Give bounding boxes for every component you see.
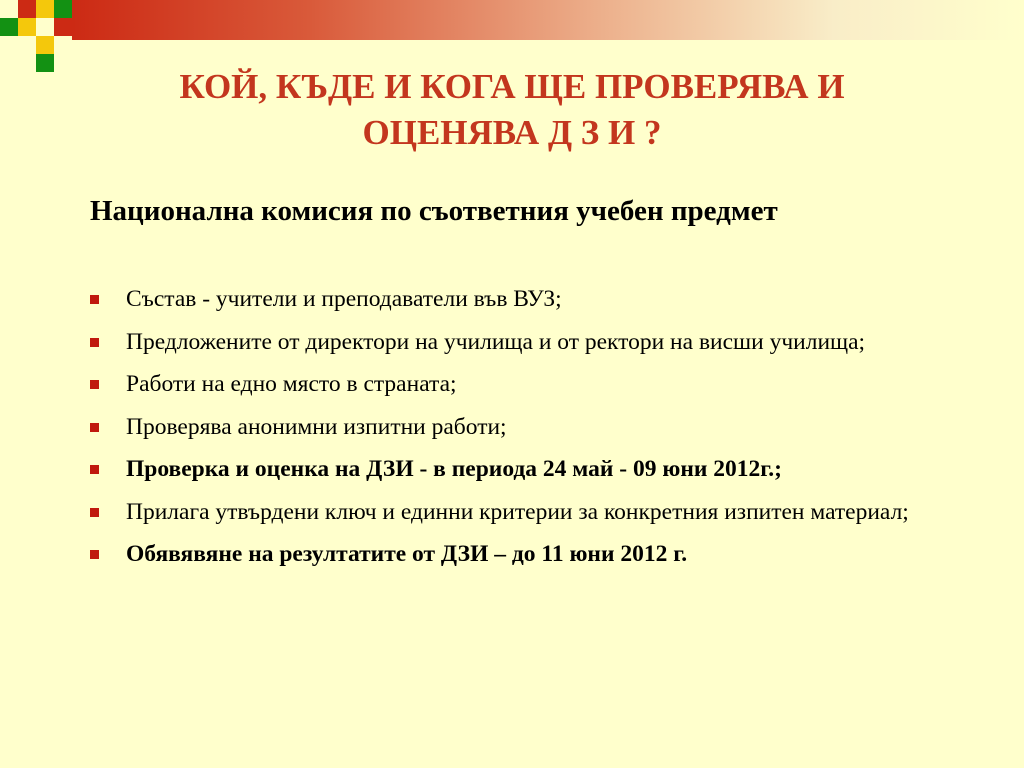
- bullet-square-icon: [90, 550, 99, 559]
- list-item-text: Прилага утвърдени ключ и единни критерии за конкретния изпитен материал;: [126, 498, 909, 525]
- list-item: [90, 368, 980, 400]
- list-item-text: Проверка и оценка на ДЗИ - в периода 24 май - 09 юни 2012г.;: [126, 456, 783, 482]
- bullet-square-icon: [90, 423, 99, 432]
- bullet-square-icon: [90, 380, 99, 389]
- decor-square-red: [54, 18, 72, 36]
- list-item: [90, 283, 980, 315]
- slide-title: [100, 64, 924, 156]
- slide-subtitle: Национална комисия по съответния учебен предмет: [90, 195, 778, 227]
- bullet-square-icon: [90, 295, 99, 304]
- decor-square-yellow: [18, 18, 36, 36]
- bullet-list: [90, 283, 980, 581]
- decor-square-green: [36, 54, 54, 72]
- list-item-text: Състав - учители и преподаватели във ВУЗ;: [126, 286, 562, 312]
- list-item: [90, 538, 980, 570]
- bullet-square-icon: [90, 338, 99, 347]
- bullet-square-icon: [90, 465, 99, 474]
- list-item-text: Обявявяне на резултатите от ДЗИ – до 11 юни 2012 г.: [126, 541, 688, 567]
- list-item: [90, 496, 980, 528]
- bullet-square-icon: [90, 508, 99, 517]
- decor-square-green: [0, 18, 18, 36]
- decor-square-green: [54, 0, 72, 18]
- header-gradient-bar: [72, 0, 1024, 40]
- decor-square-red: [18, 0, 36, 18]
- decor-square-yellow: [36, 0, 54, 18]
- list-item-text: Проверява анонимни изпитни работи;: [126, 413, 507, 440]
- list-item: [90, 326, 980, 358]
- list-item-text: Предложените от директори на училища и от ректори на висши училища;: [126, 328, 866, 355]
- list-item: [90, 453, 980, 485]
- list-item: [90, 411, 980, 443]
- slide-title-line1: КОЙ, КЪДЕ И КОГА ЩЕ ПРОВЕРЯВА И: [179, 67, 845, 106]
- slide-title-line2: ОЦЕНЯВА Д З И ?: [362, 113, 662, 152]
- list-item-text: Работи на едно място в страната;: [126, 371, 457, 397]
- decor-square-yellow: [36, 36, 54, 54]
